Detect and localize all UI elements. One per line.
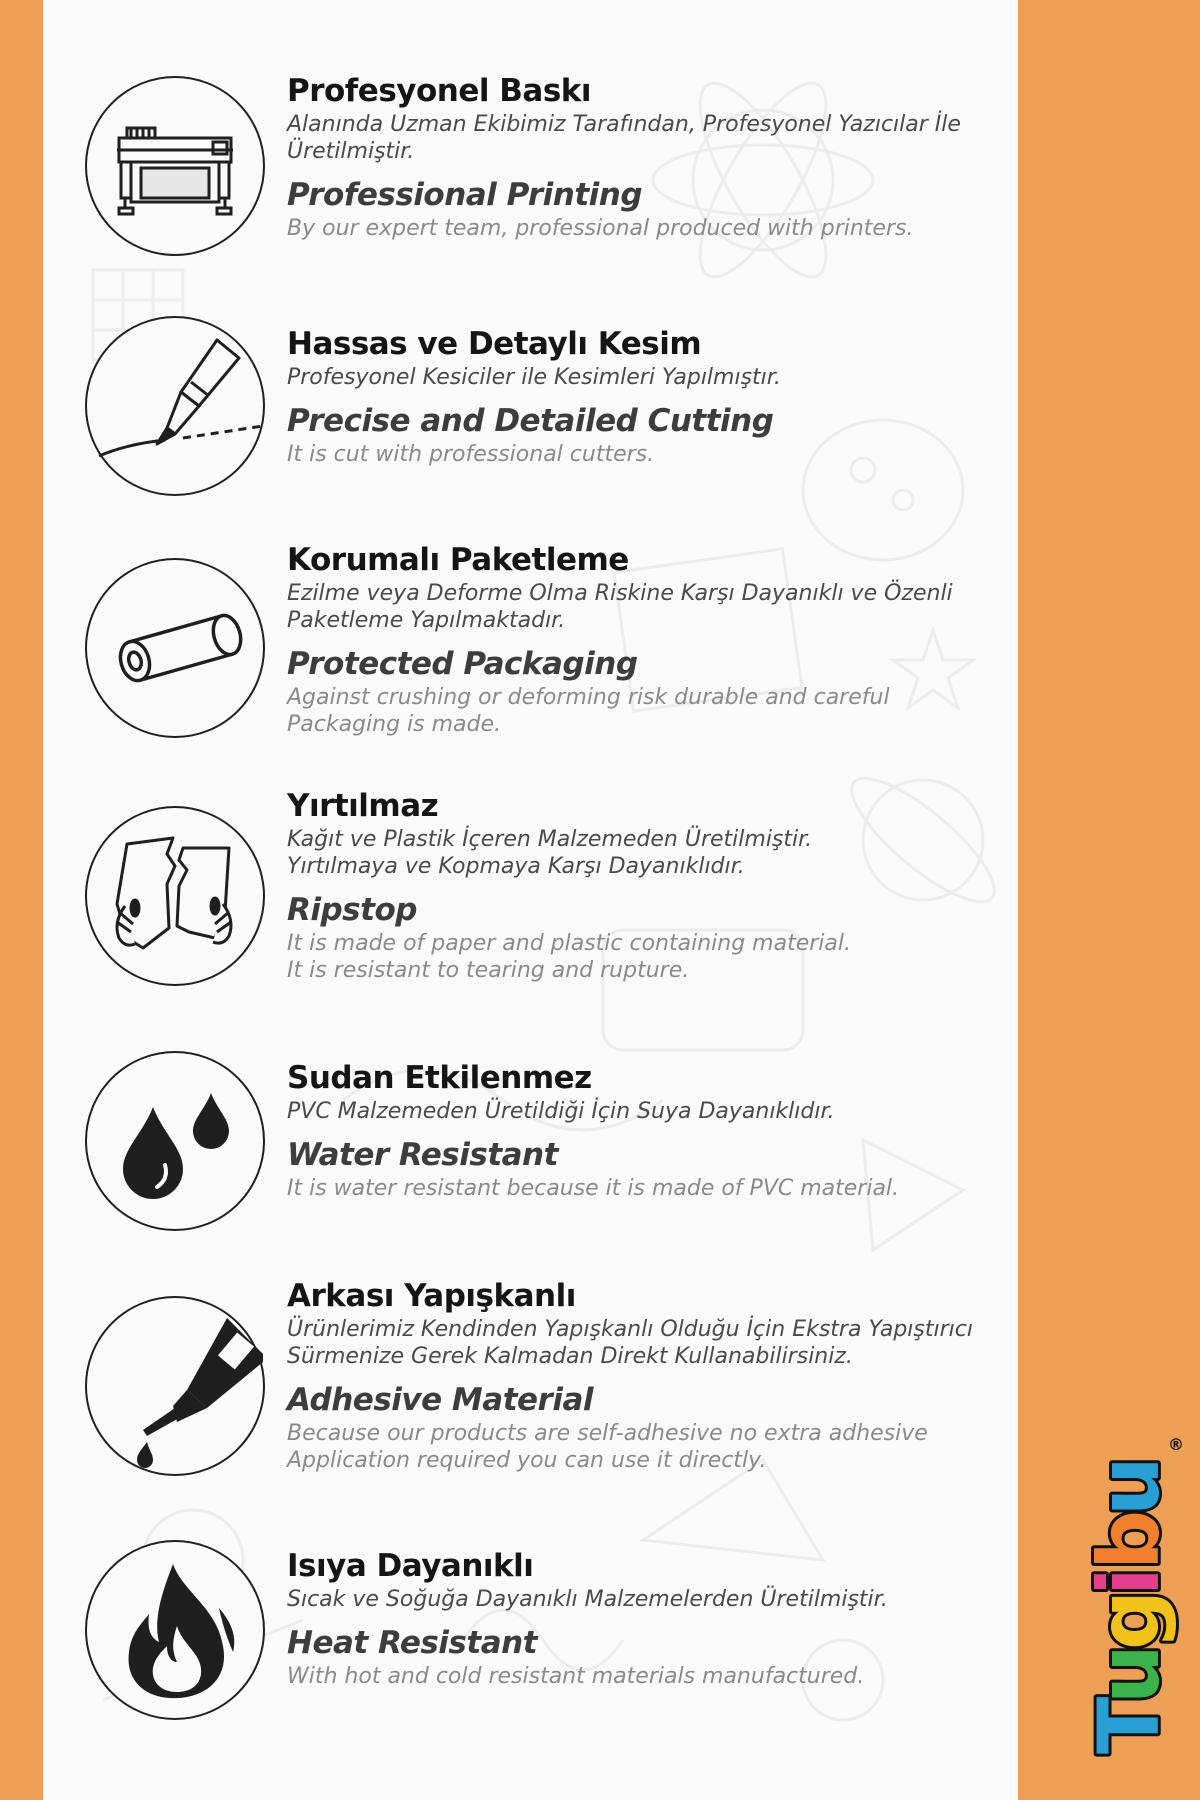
feature-title-en: Ripstop — [287, 892, 417, 928]
cutter-knife-icon — [87, 318, 263, 494]
feature-water-resistant — [43, 1045, 1018, 1285]
feature-title-tr: Arkası Yapışkanlı — [287, 1278, 576, 1314]
feature-title-en: Heat Resistant — [287, 1625, 538, 1661]
feature-title-tr: Korumalı Paketleme — [287, 542, 629, 578]
feature-icon-circle — [85, 1296, 265, 1476]
feature-desc-tr: Ürünlerimiz Kendinden Yapışkanlı Olduğu İçin Ekstra Yapıştırıcı Sürmenize Gerek Kalmadan Direkt Kullanabilirsiniz. — [287, 1317, 973, 1369]
water-drops-icon — [87, 1053, 263, 1229]
rolled-tube-icon — [87, 560, 263, 736]
feature-text — [287, 542, 1007, 738]
feature-desc-tr: PVC Malzemeden Üretildiği İçin Suya Dayanıklıdır. — [287, 1099, 835, 1124]
feature-desc-en: By our expert team, professional produced with printers. — [287, 216, 914, 241]
feature-desc-tr: Alanında Uzman Ekibimiz Tarafından, Profesyonel Yazıcılar İle Üretilmiştir. — [287, 112, 961, 164]
brand-letter: u — [1080, 1644, 1178, 1704]
feature-desc-en: It is cut with professional cutters. — [287, 442, 655, 467]
feature-desc-en: Because our products are self-adhesive no extra adhesive Application required you can use it directly. — [287, 1421, 928, 1473]
brand-logo — [1040, 1432, 1190, 1762]
feature-desc-tr: Ezilme veya Deforme Olma Riskine Karşı Dayanıklı ve Özenli Paketleme Yapılmaktadır. — [287, 581, 953, 633]
feature-desc-tr: Sıcak ve Soğuğa Dayanıklı Malzemelerden Üretilmiştir. — [287, 1587, 888, 1612]
brand-letter: b — [1080, 1509, 1178, 1570]
registered-mark: ® — [1168, 1435, 1184, 1454]
feature-icon-circle — [85, 1540, 265, 1720]
feature-icon-circle — [85, 76, 265, 256]
content-panel — [43, 0, 1018, 1800]
brand-letter: g — [1080, 1589, 1178, 1650]
feature-title-tr: Hassas ve Detaylı Kesim — [287, 326, 702, 362]
feature-icon-circle — [85, 316, 265, 496]
feature-icon-circle — [85, 558, 265, 738]
feature-desc-en: With hot and cold resistant materials manufactured. — [287, 1664, 865, 1689]
feature-precise-cutting — [43, 310, 1018, 550]
feature-heat-resistant — [43, 1530, 1018, 1770]
feature-title-en: Professional Printing — [287, 177, 643, 213]
feature-title-tr: Isıya Dayanıklı — [287, 1548, 534, 1584]
feature-title-en: Water Resistant — [287, 1137, 558, 1173]
feature-title-en: Protected Packaging — [287, 646, 638, 682]
feature-desc-en: It is water resistant because it is made of PVC material. — [287, 1176, 900, 1201]
feature-text — [287, 1278, 1007, 1474]
brand-letter: T — [1080, 1696, 1178, 1754]
feature-adhesive-material — [43, 1278, 1018, 1530]
flame-icon — [87, 1542, 263, 1718]
printer-icon — [87, 78, 263, 254]
feature-title-en: Precise and Detailed Cutting — [287, 403, 774, 439]
feature-ripstop — [43, 788, 1018, 1040]
feature-text — [287, 73, 1007, 242]
feature-desc-tr: Kağıt ve Plastik İçeren Malzemeden Üretilmiştir. Yırtılmaya ve Kopmaya Karşı Dayanıklıdır. — [287, 827, 813, 879]
feature-title-en: Adhesive Material — [287, 1382, 593, 1418]
feature-desc-en: Against crushing or deforming risk durable and careful Packaging is made. — [287, 685, 890, 737]
feature-text — [287, 788, 1007, 984]
feature-icon-circle — [85, 806, 265, 986]
brand-letter: u — [1080, 1456, 1178, 1516]
feature-desc-en: It is made of paper and plastic containing material. It is resistant to tearing and rupture. — [287, 931, 851, 983]
feature-title-tr: Sudan Etkilenmez — [287, 1060, 592, 1096]
feature-text — [287, 1548, 1007, 1690]
feature-desc-tr: Profesyonel Kesiciler ile Kesimleri Yapılmıştır. — [287, 365, 781, 390]
feature-icon-circle — [85, 1051, 265, 1231]
feature-text — [287, 1060, 1007, 1202]
feature-title-tr: Profesyonel Baskı — [287, 73, 592, 109]
feature-professional-printing — [43, 70, 1018, 310]
feature-protected-packaging — [43, 542, 1018, 790]
brand-letter: i — [1080, 1567, 1178, 1596]
feature-text — [287, 326, 1007, 468]
glue-tube-icon — [87, 1298, 263, 1474]
tearing-paper-icon — [87, 808, 263, 984]
feature-title-tr: Yırtılmaz — [287, 788, 439, 824]
